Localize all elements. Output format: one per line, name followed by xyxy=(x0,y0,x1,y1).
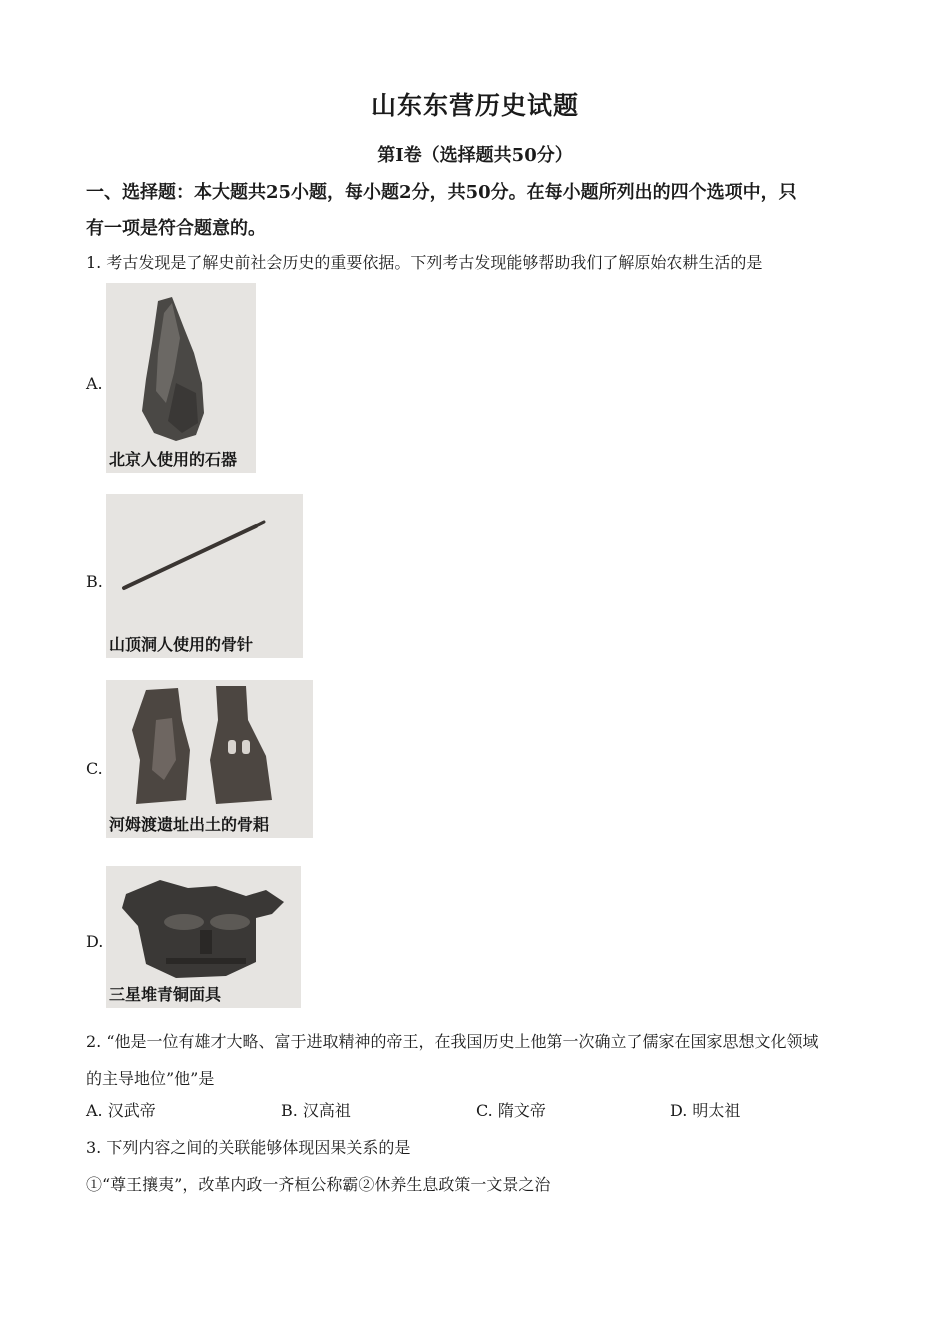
question-2-stem-line-2: 的主导地位”他”是 xyxy=(86,1069,215,1088)
question-2-choice-d: D. 明太祖 xyxy=(670,1101,741,1120)
option-c-caption: 河姆渡遗址出土的骨耜 xyxy=(109,815,270,834)
option-b-caption: 山顶洞人使用的骨针 xyxy=(109,635,254,654)
page-title: 山东东营历史试题 xyxy=(370,91,579,120)
question-2-choice-a: A. 汉武帝 xyxy=(86,1101,156,1120)
question-1-stem: 1. 考古发现是了解史前社会历史的重要依据。下列考古发现能够帮助我们了解原始农耕生活的是 xyxy=(86,253,763,272)
option-a-letter: A. xyxy=(86,374,103,393)
option-d-letter: D. xyxy=(86,932,104,951)
option-d-caption: 三星堆青铜面具 xyxy=(109,985,222,1004)
question-2-choice-c: C. 隋文帝 xyxy=(476,1101,546,1120)
option-a-caption: 北京人使用的石器 xyxy=(109,450,238,469)
question-3-line-2: ①“尊王攘夷”，改革内政一齐桓公称霸②休养生息政策一文景之治 xyxy=(86,1175,551,1194)
option-b-image xyxy=(106,494,303,658)
question-2-stem-line-1: 2. “他是一位有雄才大略、富于进取精神的帝王，在我国历史上他第一次确立了儒家在国家思想文化领域 xyxy=(86,1032,819,1051)
stone-tool-icon xyxy=(106,283,256,473)
option-d-image xyxy=(106,866,301,1008)
option-a-image xyxy=(106,283,256,473)
question-3-stem: 3. 下列内容之间的关联能够体现因果关系的是 xyxy=(86,1138,411,1157)
option-c-letter: C. xyxy=(86,759,103,778)
instructions-line-1: 一、选择题：本大题共25小题，每小题2分，共50分。在每小题所列出的四个选项中，只 xyxy=(86,182,797,203)
option-b-letter: B. xyxy=(86,572,103,591)
option-c-image xyxy=(106,680,313,838)
instructions-line-2: 有一项是符合题意的。 xyxy=(86,218,266,239)
question-2-choice-b: B. 汉高祖 xyxy=(281,1101,351,1120)
section-title: 第Ⅰ卷（选择题共50分） xyxy=(377,145,573,166)
